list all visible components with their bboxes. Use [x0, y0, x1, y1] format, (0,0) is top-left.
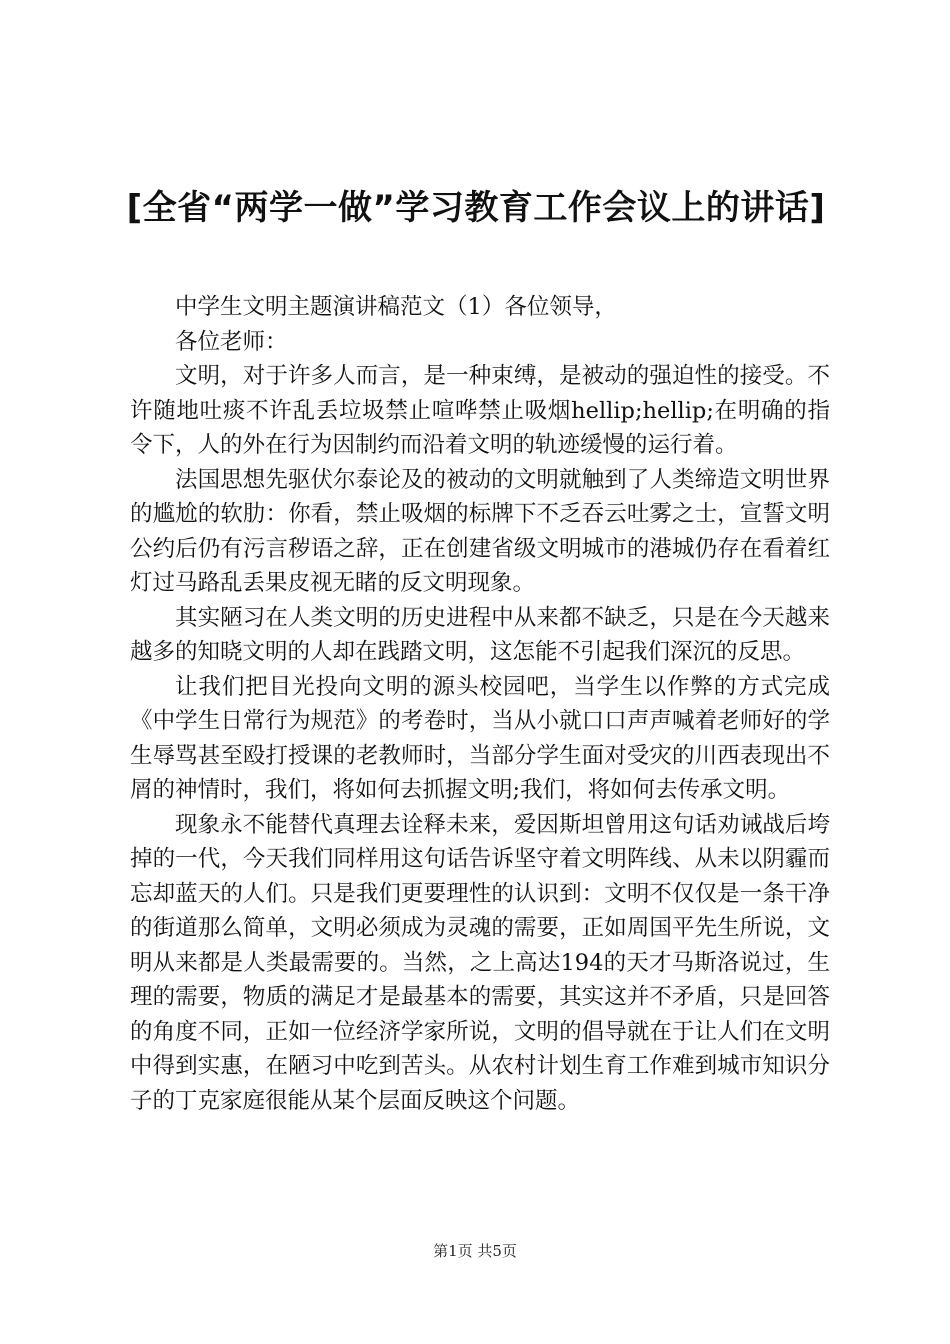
- paragraph-2: 各位老师：: [175, 328, 288, 355]
- paragraph-3: 文明，对于许多人而言，是一种束缚，是被动的强迫性的接受。不许随地吐痰不许乱丢垃圾禁止喧哗禁止吸烟hellip;hellip;在明确的指令下，人的外在行为因制约而沿着文明的轨迹缓慢的运行着。: [130, 363, 830, 458]
- paragraph-6: 让我们把目光投向文明的源头校园吧，当学生以作弊的方式完成《中学生日常行为规范》的考卷时，当从小就口口声声喊着老师好的学生辱骂甚至殴打授课的老教师时，当部分学生面对受灾的川西表现出不屑的神情时，我们，将如何去抓握文明;我们，将如何去传承文明。: [130, 673, 830, 803]
- paragraph-5: 其实陋习在人类文明的历史进程中从来都不缺乏，只是在今天越来越多的知晓文明的人却在践踏文明，这怎能不引起我们深沉的反思。: [130, 604, 830, 665]
- paragraph-4: 法国思想先驱伏尔泰论及的被动的文明就触到了人类缔造文明世界的尴尬的软肋：你看，禁止吸烟的标牌下不乏吞云吐雾之士，宣誓文明公约后仍有污言秽语之辞，正在创建省级文明城市的港城仍存在看着红灯过马路乱丢果皮视无睹的反文明现象。: [130, 466, 830, 596]
- paragraph-7: 现象永不能替代真理去诠释未来，爱因斯坦曾用这句话劝诫战后垮掉的一代，今天我们同样用这句话告诉坚守着文明阵线、从未以阴霾而忘却蓝天的人们。只是我们更要理性的认识到：文明不仅仅是一条干净的街道那么简单，文明必须成为灵魂的需要，正如周国平先生所说，文明从来都是人类最需要的。当然，之上高达194的天才马斯洛说过，生理的需要，物质的满足才是最基本的需要，其实这并不矛盾，只是回答的角度不同，正如一位经济学家所说，文明的倡导就在于让人们在文明中得到实惠，在陋习中吃到苦头。从农村计划生育工作难到城市知识分子的丁克家庭很能从某个层面反映这个问题。: [130, 811, 830, 1114]
- page-footer: 第1页 共5页: [433, 1242, 517, 1260]
- document-body: [130, 290, 830, 1118]
- paragraph-1: 中学生文明主题演讲稿范文（1）各位领导，: [175, 294, 617, 320]
- document-title: [全省“两学一做”学习教育工作会议上的讲话]: [126, 188, 826, 228]
